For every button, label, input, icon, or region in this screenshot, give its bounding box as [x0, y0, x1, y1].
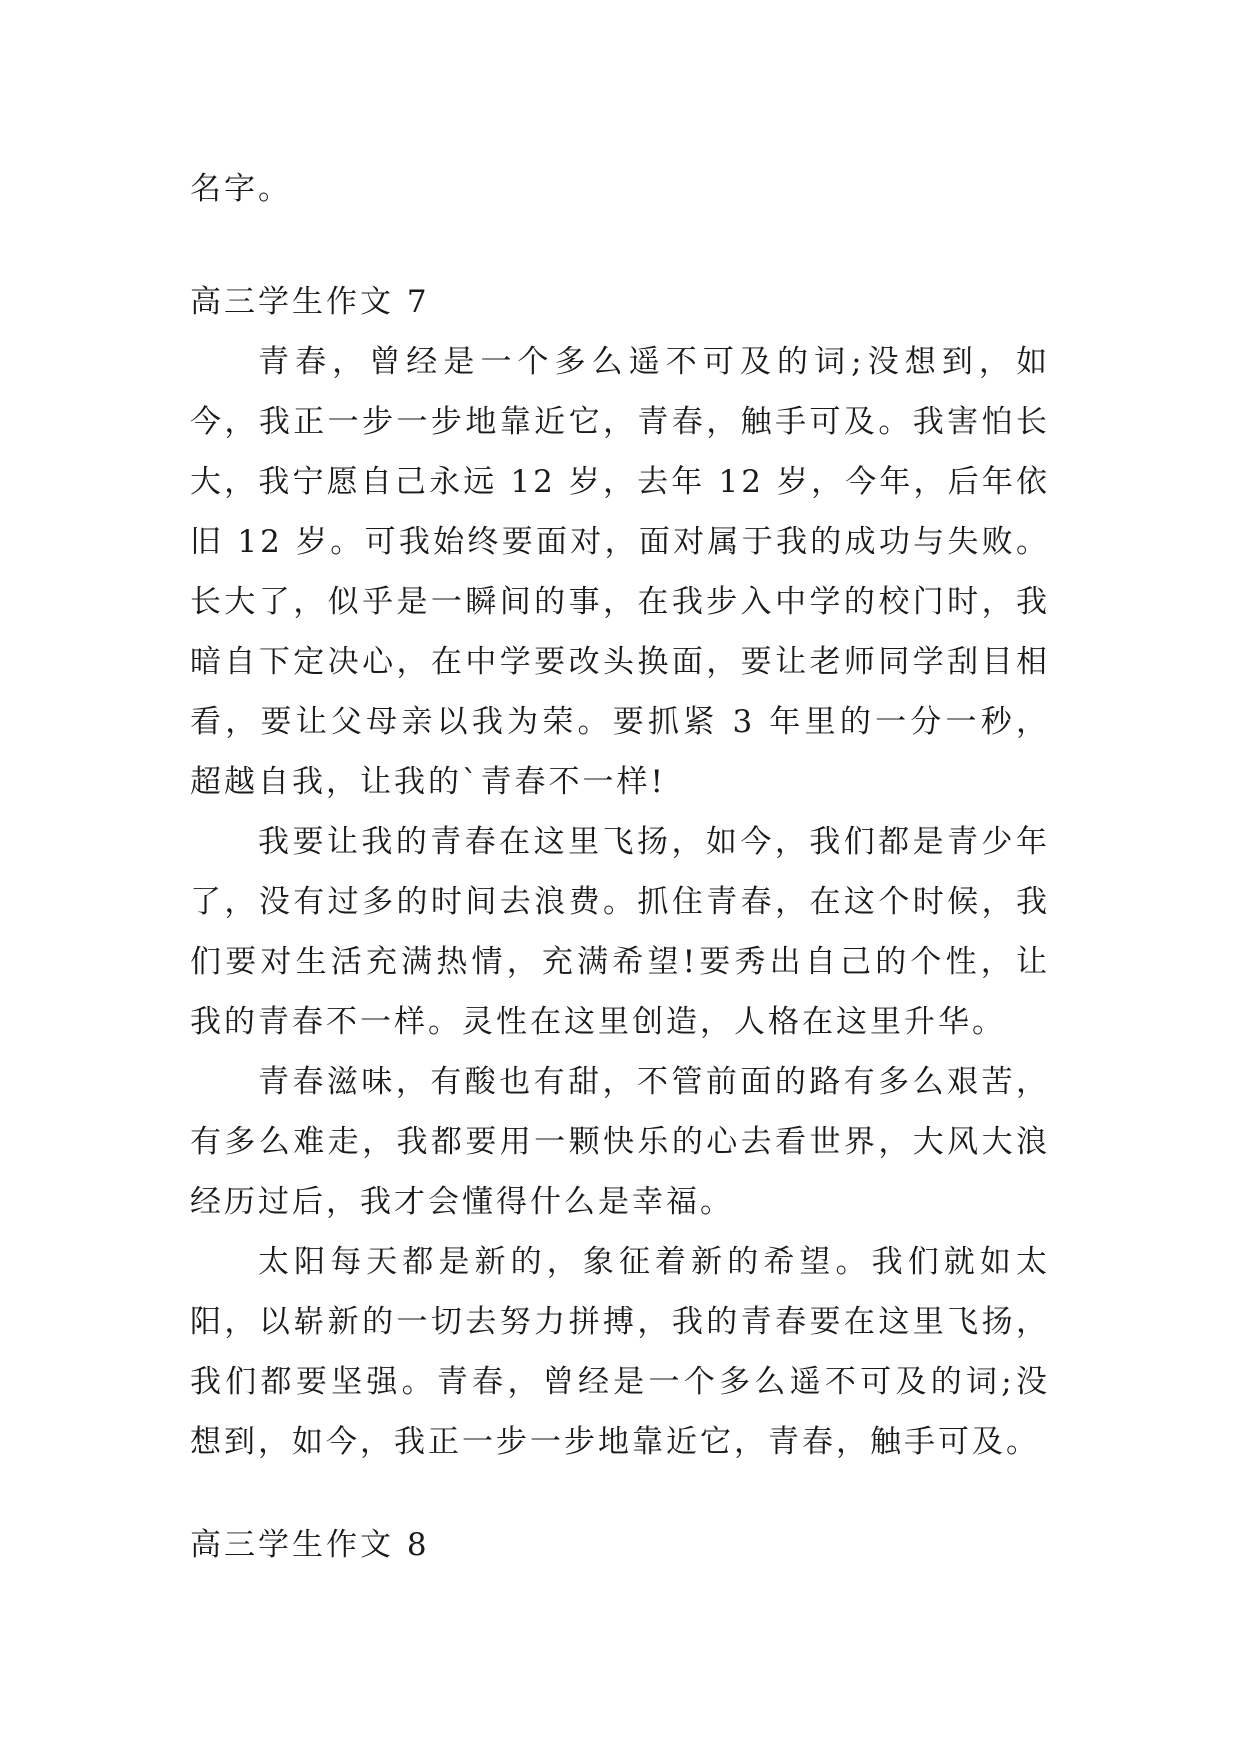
section-7-paragraph-4: 太阳每天都是新的，象征着新的希望。我们就如太阳，以崭新的一切去努力拼搏，我的青春要在这里飞扬，我们都要坚强。青春，曾经是一个多么遥不可及的词;没想到，如今，我正一步一步地靠近它，青春，触手可及。 [190, 1244, 1050, 1460]
section-7-paragraph-3: 青春滋味，有酸也有甜，不管前面的路有多么艰苦，有多么难走，我都要用一颗快乐的心去看世界，大风大浪经历过后，我才会懂得什么是幸福。 [190, 1064, 1050, 1220]
section-7-paragraph-1: 青春，曾经是一个多么遥不可及的词;没想到，如今，我正一步一步地靠近它，青春，触手可及。我害怕长大，我宁愿自己永远 12 岁，去年 12 岁，今年，后年依旧 12 岁。可我始终要面对，面对属于我的成功与失败。长大了，似乎是一瞬间的事，在我步入中学的校门时，我暗自下定决心，在中学要改头换面，要让老师同学刮目相看，要让父母亲以我为荣。要抓紧 3 年里的一分一秒，超越自我，让我的`青春不一样! [190, 344, 1050, 800]
section-7-paragraph-2: 我要让我的青春在这里飞扬，如今，我们都是青少年了，没有过多的时间去浪费。抓住青春，在这个时候，我们要对生活充满热情，充满希望!要秀出自己的个性，让我的青春不一样。灵性在这里创造，人格在这里升华。 [190, 824, 1050, 1040]
intro-text: 名字。 [190, 171, 292, 207]
section-7-body [190, 332, 1050, 1472]
section-7-heading: 高三学生作文 7 [190, 284, 430, 320]
section-8-heading: 高三学生作文 8 [190, 1527, 430, 1563]
